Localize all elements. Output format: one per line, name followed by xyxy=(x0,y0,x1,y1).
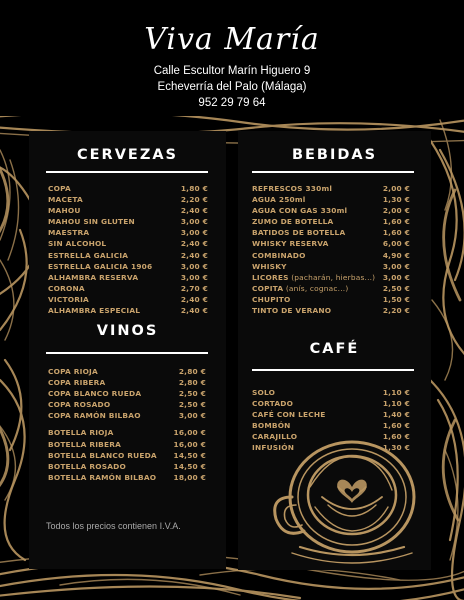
list-item: MAHOU 2,40 € xyxy=(48,206,208,216)
list-item: TINTO DE VERANO 2,20 € xyxy=(252,306,410,316)
list-item: COMBINADO 4,90 € xyxy=(252,250,410,260)
divider xyxy=(252,369,414,371)
bebidas-list xyxy=(252,183,410,316)
list-item: REFRESCOS 330ml 2,00 € xyxy=(252,184,410,193)
coffee-cup-illustration xyxy=(270,435,430,570)
list-item: BOTELLA RIBERA 16,00 € xyxy=(48,439,206,449)
list-item: AGUA 250ml 1,30 € xyxy=(252,195,410,205)
section-title-cafe: CAFÉ xyxy=(309,341,360,357)
phone-number: 952 29 79 64 xyxy=(198,97,266,109)
list-item: BOMBÓN 1,60 € xyxy=(252,421,410,431)
vinos-list xyxy=(48,366,206,483)
list-item: MACETA 2,20 € xyxy=(48,195,208,205)
list-item: COPA BLANCO RUEDA 2,50 € xyxy=(48,389,206,399)
list-item: ALHAMBRA ESPECIAL 2,40 € xyxy=(48,306,208,316)
tax-note: Todos los precios contienen I.V.A. xyxy=(46,521,181,531)
list-item: COPA RAMÓN BILBAO 3,00 € xyxy=(48,411,206,421)
list-item: INFUSIÓN 1,30 € xyxy=(252,443,410,453)
list-item: SIN ALCOHOL 2,40 € xyxy=(48,239,208,249)
list-item: CAFÉ CON LECHE 1,40 € xyxy=(252,410,410,420)
list-item: COPA RIOJA 2,80 € xyxy=(48,367,206,376)
list-item: BOTELLA BLANCO RUEDA 14,50 € xyxy=(48,450,206,460)
section-title-vinos: VINOS xyxy=(96,323,159,339)
address-line-1: Calle Escultor Marín Higuero 9 xyxy=(153,65,311,77)
list-item: MAESTRA 3,00 € xyxy=(48,228,208,238)
list-item: MAHOU SIN GLUTEN 3,00 € xyxy=(48,217,208,227)
list-item: BOTELLA RIOJA 16,00 € xyxy=(48,428,206,438)
list-item: AGUA CON GAS 330ml 2,00 € xyxy=(252,206,410,216)
list-item: CARAJILLO 1,60 € xyxy=(252,432,410,442)
list-item: SOLO 1,10 € xyxy=(252,388,410,397)
list-item: COPITA (anís, cognac...) 2,50 € xyxy=(252,283,410,293)
list-item: ALHAMBRA RESERVA 3,00 € xyxy=(48,272,208,282)
section-title-cervezas: CERVEZAS xyxy=(76,147,179,163)
address-line-2: Echeverría del Palo (Málaga) xyxy=(157,81,307,93)
list-item: BOTELLA RAMÓN BILBAO 18,00 € xyxy=(48,472,206,482)
divider xyxy=(46,171,208,173)
divider xyxy=(252,171,414,173)
list-item: CORTADO 1,10 € xyxy=(252,399,410,409)
list-item: BOTELLA ROSADO 14,50 € xyxy=(48,461,206,471)
list-item: WHISKY RESERVA 6,00 € xyxy=(252,239,410,249)
list-item: ZUMO DE BOTELLA 1,60 € xyxy=(252,217,410,227)
list-item: VICTORIA 2,40 € xyxy=(48,294,208,304)
cervezas-list xyxy=(48,183,208,316)
list-item: BATIDOS DE BOTELLA 1,60 € xyxy=(252,228,410,238)
list-item: CHUPITO 1,50 € xyxy=(252,294,410,304)
restaurant-name: Viva María xyxy=(144,22,320,57)
list-item: COPA 1,80 € xyxy=(48,184,208,193)
list-item: ESTRELLA GALICIA 1906 3,00 € xyxy=(48,261,208,271)
list-item: WHISKY 3,00 € xyxy=(252,261,410,271)
list-item: COPA ROSADO 2,50 € xyxy=(48,400,206,410)
list-item: CORONA 2,70 € xyxy=(48,283,208,293)
list-item: LICORES (pacharán, hierbas...) 3,00 € xyxy=(252,272,410,282)
header xyxy=(0,0,464,116)
divider xyxy=(46,352,208,354)
section-title-bebidas: BEBIDAS xyxy=(291,147,378,163)
list-item: COPA RIBERA 2,80 € xyxy=(48,378,206,388)
list-item: ESTRELLA GALICIA 2,40 € xyxy=(48,250,208,260)
